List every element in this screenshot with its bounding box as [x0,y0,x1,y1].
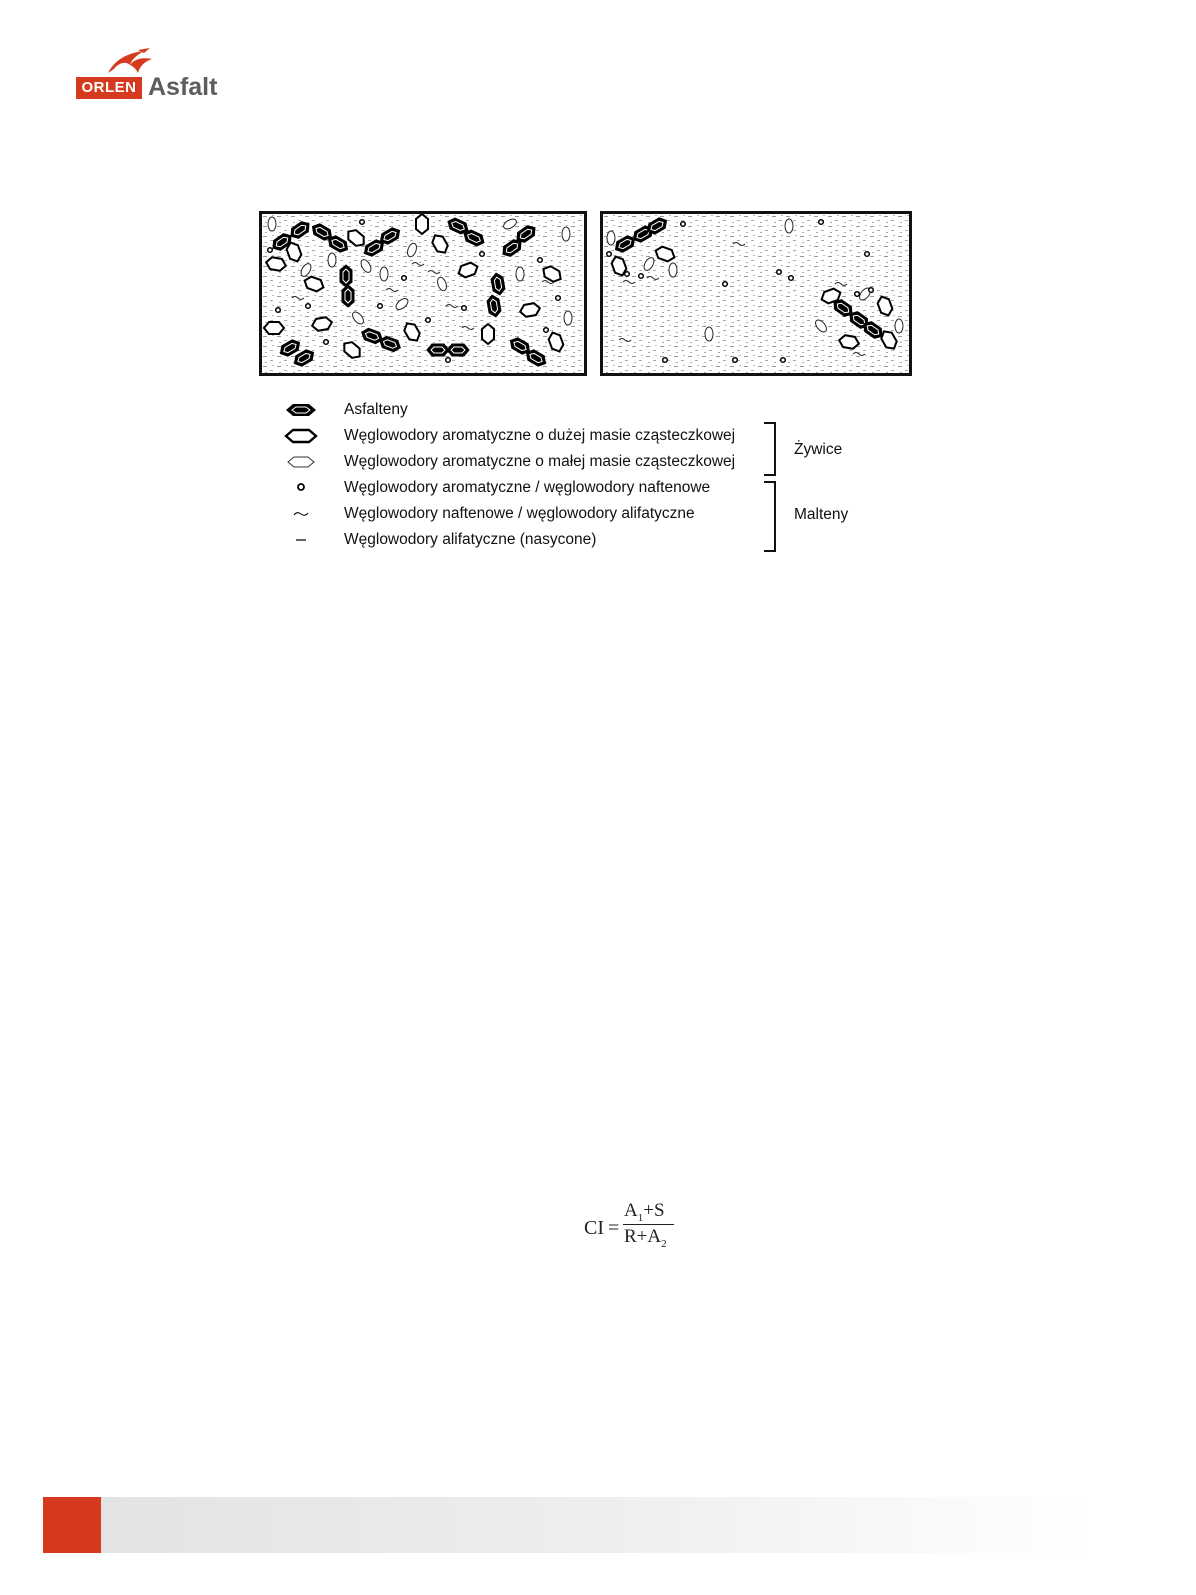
small-ellipse-icon [280,450,330,474]
legend-row-aromatic-naphthenic [280,476,780,500]
asphaltene-icon [280,398,330,422]
brace-maltenes [764,481,776,552]
group-label-resins: Żywice [794,441,843,458]
legend-row-naphthenic-aliphatic [280,502,780,526]
formula-numerator: $A_1+S$ [624,1200,665,1224]
tilde-icon [280,502,330,526]
footer-gradient-bar [101,1497,1096,1553]
ring-icon [280,476,330,500]
diagram-panel-left [259,211,587,376]
dash-icon [280,528,330,552]
legend-label-asphaltenes: Asfalteny [344,401,408,418]
formula-equals: = [608,1217,620,1239]
group-label-maltenes: Malteny [794,506,849,523]
structure-illustration-right [603,214,909,373]
large-hexagon-icon [280,424,330,448]
brace-resins [764,422,776,476]
legend-row-large-aromatics [280,424,780,448]
legend-label-naphthenic-aliphatic: Węglowodory naftenowe / węglowodory alifatyczne [344,505,695,522]
legend-row-small-aromatics [280,450,780,474]
legend-label-large-aromatics: Węglowodory aromatyczne o dużej masie cząsteczkowej [344,427,736,444]
formula-lhs: CI [584,1217,604,1239]
legend-row-asphaltenes [280,398,780,422]
diagram-panel-right [600,211,912,376]
legend-label-aliphatic: Węglowodory alifatyczne (nasycone) [344,531,597,548]
legend-row-aliphatic [280,528,780,552]
legend-label-aromatic-naphthenic: Węglowodory aromatyczne / węglowodory naftenowe [344,479,711,496]
footer-accent-block [43,1497,101,1553]
legend-label-small-aromatics: Węglowodory aromatyczne o małej masie cząsteczkowej [344,453,736,470]
orlen-asfalt-logo [76,47,236,103]
asfalt-wordmark: Asfalt [148,73,218,101]
orlen-wordmark: ORLEN [76,77,142,99]
colloidal-index-formula [584,1200,694,1256]
formula-denominator: $R+A_2$ [624,1226,667,1250]
structure-illustration-left [262,214,584,373]
